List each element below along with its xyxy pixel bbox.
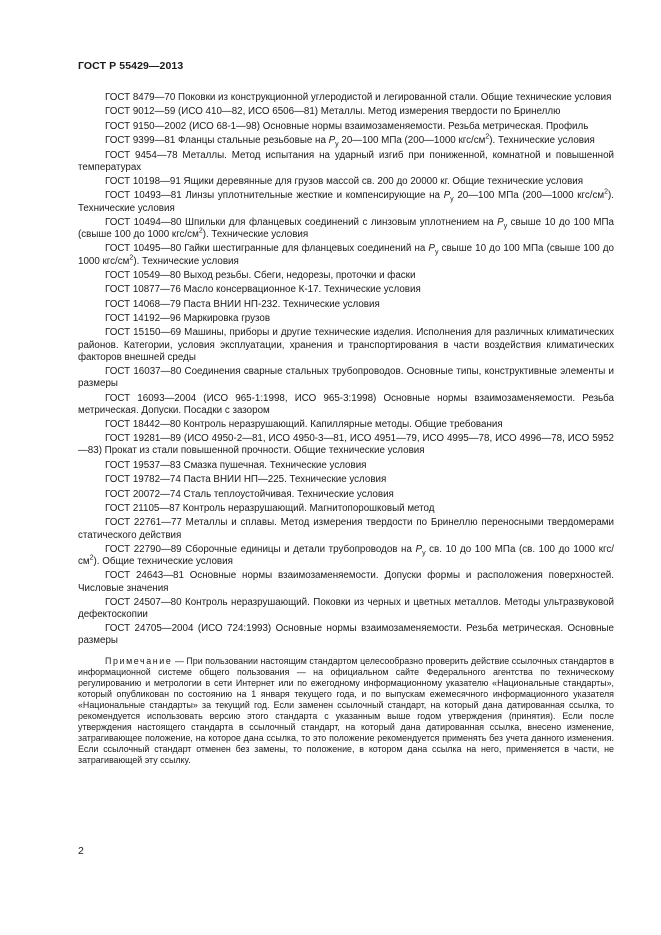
reference-text: ГОСТ 16093—2004 (ИСО 965-1:1998, ИСО 965-3:1998) Основные нормы взаимозаменяемости. Резьба метрическая. Допуски. Посадки с зазором	[78, 392, 614, 416]
reference-item	[78, 327, 614, 363]
reference-item	[78, 366, 614, 390]
reference-text: ). Технические условия	[78, 190, 614, 214]
unit-superscript: 2	[198, 227, 203, 235]
reference-item	[78, 217, 614, 241]
reference-text: ГОСТ 20072—74 Сталь теплоустойчивая. Технические условия	[105, 488, 394, 500]
reference-text: ГОСТ 8479—70 Поковки из конструкционной углеродистой и легированной стали. Общие технические условия	[105, 92, 612, 103]
reference-item	[78, 489, 614, 501]
pressure-subscript: у	[450, 196, 454, 204]
pressure-symbol: P	[428, 243, 435, 255]
reference-item	[78, 597, 614, 621]
reference-item	[78, 92, 614, 104]
pressure-symbol: P	[415, 543, 423, 555]
reference-text: ГОСТ 22790—89 Сборочные единицы и детали трубопроводов на	[105, 543, 416, 555]
note-paragraph	[78, 656, 614, 767]
reference-item	[78, 243, 614, 267]
reference-text: ГОСТ 16037—80 Соединения сварные стальных трубопроводов. Основные типы, конструктивные элементы и размеры	[78, 366, 614, 390]
reference-text: свыше 10 до 100 МПа (свыше 100 до 1000 кгс/см	[78, 216, 615, 241]
reference-item	[78, 570, 614, 594]
reference-text: ГОСТ 10549—80 Выход резьбы. Сбеги, недорезы, проточки и фаски	[105, 269, 416, 281]
reference-text: свыше 10 до 100 МПа (свыше 100 до 1000 кгс/см	[78, 243, 614, 267]
document-header: ГОСТ Р 55429—2013	[78, 60, 184, 72]
reference-text: 20—100 МПа (200—1000 кгс/см	[338, 135, 486, 147]
reference-item	[78, 135, 614, 147]
main-content	[78, 92, 614, 767]
reference-text: ГОСТ 19782—74 Паста ВНИИ НП—225. Технические условия	[105, 474, 387, 486]
reference-item	[78, 284, 614, 296]
reference-item	[78, 313, 614, 325]
pressure-subscript: у	[422, 549, 426, 557]
pressure-symbol: P	[443, 190, 451, 202]
reference-text: ). Технические условия	[202, 229, 309, 241]
reference-item	[78, 270, 614, 282]
note-label: Примечание	[105, 655, 173, 666]
reference-text: ГОСТ 15150—69 Машины, приборы и другие технические изделия. Исполнения для различных климатических районов. Категории, условия эксплуатации, хранения и транспортирования в части воздействия климатических факторов внешней среды	[78, 327, 614, 363]
reference-text: ГОСТ 14192—96 Маркировка грузов	[105, 313, 271, 325]
reference-item	[78, 190, 614, 214]
reference-text: 20—100 МПа (200—1000 кгс/см	[453, 190, 605, 202]
pressure-subscript: у	[503, 222, 508, 230]
reference-text: ГОСТ 24507—80 Контроль неразрушающий. Поковки из черных и цветных металлов. Методы ультразвуковой дефектоскопии	[78, 596, 614, 620]
pressure-symbol: P	[497, 216, 504, 228]
reference-item	[78, 106, 614, 118]
reference-item	[78, 623, 614, 647]
reference-item	[78, 544, 614, 568]
unit-superscript: 2	[485, 133, 490, 141]
reference-text: ГОСТ 10198—91 Ящики деревянные для грузов массой св. 200 до 20000 кг. Общие технические условия	[105, 176, 584, 188]
reference-text: ). Технические условия	[133, 255, 239, 267]
unit-superscript: 2	[129, 254, 134, 262]
reference-text: ГОСТ 10495—80 Гайки шестигранные для фланцевых соединений на	[105, 243, 429, 255]
page-number: 2	[78, 845, 84, 857]
reference-list	[78, 92, 614, 648]
reference-text: ГОСТ 22761—77 Металлы и сплавы. Метод измерения твердости по Бринеллю переносными твердомерами статического действия	[78, 517, 614, 541]
unit-superscript: 2	[89, 554, 94, 562]
reference-text: ). Технические условия	[489, 135, 595, 147]
reference-item	[78, 474, 614, 486]
reference-text: ГОСТ 9012—59 (ИСО 410—82, ИСО 6506—81) Металлы. Метод измерения твердости по Бринеллю	[105, 106, 561, 118]
pressure-symbol: P	[328, 135, 336, 147]
reference-item	[78, 419, 614, 431]
reference-item	[78, 433, 614, 457]
pressure-subscript: у	[434, 249, 439, 257]
reference-text: ). Общие технические условия	[93, 556, 233, 568]
reference-item	[78, 393, 614, 417]
reference-text: ГОСТ 24643—81 Основные нормы взаимозаменяемости. Допуски формы и расположения поверхностей. Числовые значения	[78, 570, 614, 594]
reference-item	[78, 517, 614, 541]
reference-text: ГОСТ 19537—83 Смазка пушечная. Технические условия	[105, 459, 367, 471]
reference-text: ГОСТ 24705—2004 (ИСО 724:1993) Основные нормы взаимозаменяемости. Резьба метрическая. Основные размеры	[78, 623, 614, 647]
reference-text: ГОСТ 19281—89 (ИСО 4950-2—81, ИСО 4950-3—81, ИСО 4951—79, ИСО 4995—78, ИСО 4996—78, ИСО 5952—83) Прокат из стали повышенной прочности. Общие технические условия	[78, 433, 614, 457]
reference-text: ГОСТ 9150—2002 (ИСО 68-1—98) Основные нормы взаимозаменяемости. Резьба метрическая. Профиль	[105, 120, 589, 132]
note-text: — При пользовании настоящим стандартом целесообразно проверить действие ссылочных стандартов в информационной системе общего пользования — на официальном сайте Федерального агентства по техническому регулированию и метрологии в сети Интернет или по ежегодному информационному указателю «Национальные стандарты», который опубликован по состоянию на 1 января текущего года, и по выпускам ежемесячного информационного указателя «Национальные стандарты» за текущий год. Если заменен ссылочный стандарт, на который дана датированная ссылка, то рекомендуется использовать версию этого стандарта с указанным выше годом утверждения (принятия). Если после утверждения настоящего стандарта в ссылочный стандарт, на который дана датированная ссылка, внесено изменение, затрагивающее положение, на которое дана ссылка, то это положение рекомендуется применять без учета данного изменения. Если ссылочный стандарт отменен без замены, то положение, в котором дана ссылка на него, применяется в части, не затрагивающей эту ссылку.	[78, 655, 614, 766]
reference-item	[78, 460, 614, 472]
reference-item	[78, 150, 614, 174]
reference-text: ГОСТ 9454—78 Металлы. Метод испытания на ударный изгиб при пониженной, комнатной и повышенной температурах	[78, 149, 614, 173]
reference-text: ГОСТ 10494—80 Шпильки для фланцевых соединений с линзовым уплотнением на	[105, 216, 498, 228]
reference-text: ГОСТ 10493—81 Линзы уплотнительные жесткие и компенсирующие на	[105, 190, 444, 202]
reference-text: ГОСТ 9399—81 Фланцы стальные резьбовые на	[105, 135, 329, 147]
reference-text: ГОСТ 10877—76 Масло консервационное К-17. Технические условия	[105, 284, 421, 296]
reference-item	[78, 503, 614, 515]
reference-item	[78, 176, 614, 188]
reference-text: ГОСТ 21105—87 Контроль неразрушающий. Магнитопорошковый метод	[105, 503, 435, 515]
reference-text: ГОСТ 18442—80 Контроль неразрушающий. Капиллярные методы. Общие требования	[105, 419, 503, 430]
reference-text: ГОСТ 14068—79 Паста ВНИИ НП-232. Технические условия	[105, 298, 380, 310]
unit-superscript: 2	[604, 189, 608, 197]
reference-item	[78, 299, 614, 311]
reference-text: св. 10 до 100 МПа (св. 100 до 1000 кгс/см	[78, 543, 614, 568]
pressure-subscript: у	[335, 141, 339, 149]
reference-item	[78, 121, 614, 133]
